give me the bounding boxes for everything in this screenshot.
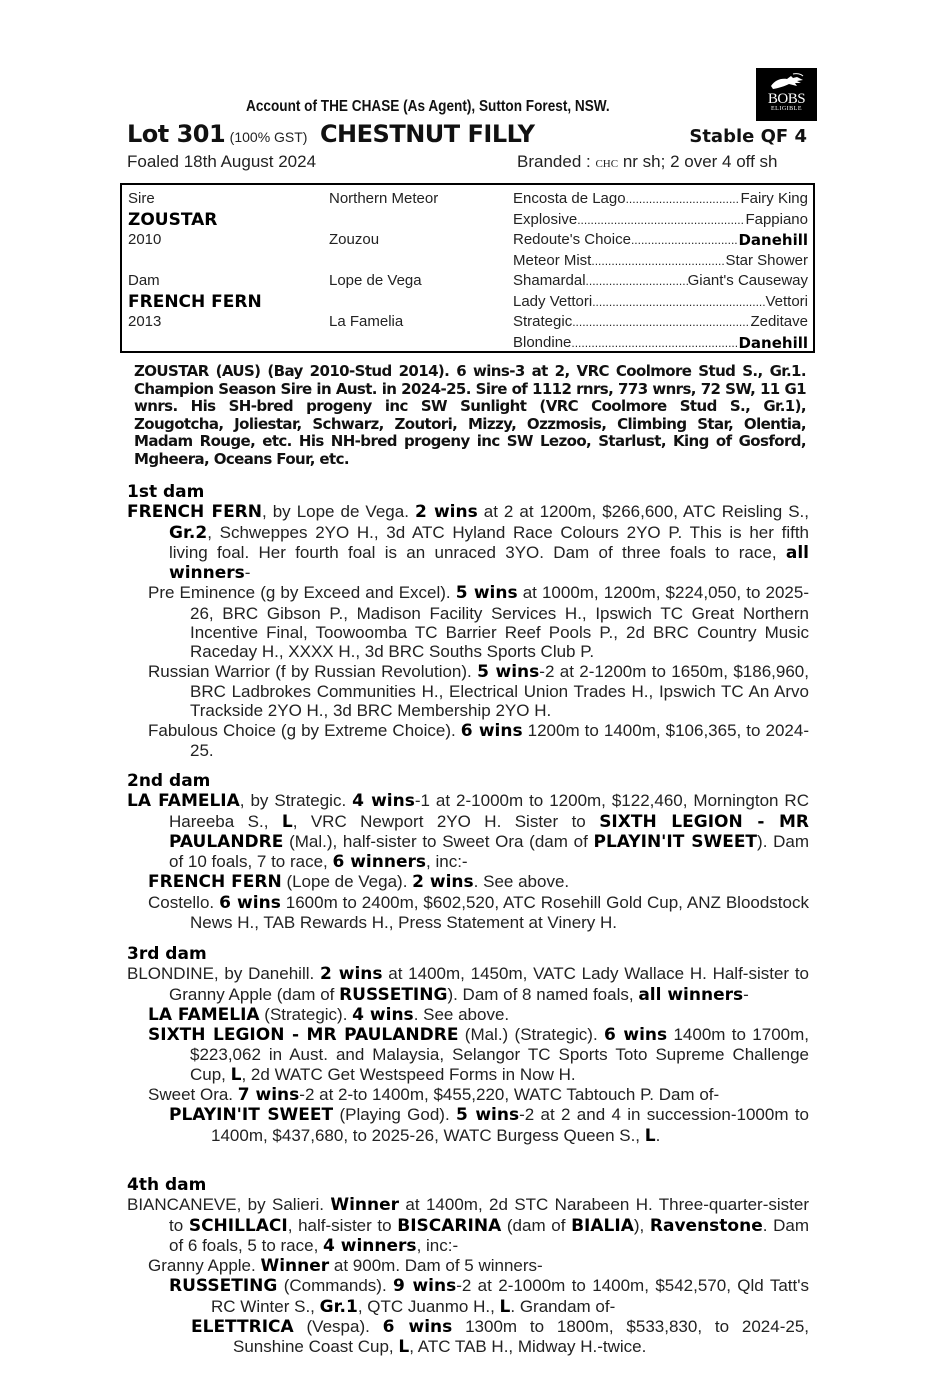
bold-text: all winners xyxy=(638,984,744,1005)
ancestor-row xyxy=(513,312,808,333)
ancestor-row xyxy=(513,333,808,354)
bold-text: 5 wins xyxy=(455,583,518,604)
ancestor-right: Star Shower xyxy=(725,251,808,269)
ancestor-left: Lady Vettori xyxy=(513,292,593,310)
family-entry xyxy=(127,502,809,583)
text: (Commands). xyxy=(277,1276,394,1296)
family-entry xyxy=(127,1025,809,1085)
text: , inc:- xyxy=(426,852,468,872)
text: (dam of xyxy=(501,1215,572,1235)
logo-text: BOBS xyxy=(767,91,806,107)
bold-text: SIXTH LEGION - MR PAULANDRE xyxy=(148,1025,459,1046)
text: 1400m to 1700m, $223,062 in Aust. and Malaysia, Selangor TC Sports Toto Supreme Challenge Cup, xyxy=(190,1025,809,1084)
bold-text: 2 wins xyxy=(319,964,383,985)
bold-text: 4 wins xyxy=(352,1004,414,1025)
text: , ATC TAB H., Midway H.-twice. xyxy=(409,1337,647,1357)
bold-text: Gr.2 xyxy=(169,522,208,543)
ancestor-right: Giant's Causeway xyxy=(687,272,808,289)
text: ), xyxy=(633,1215,650,1235)
foaled-date: Foaled 18th August 2024 xyxy=(127,152,317,171)
text: (Strategic). xyxy=(259,1004,353,1024)
ancestor-left: Meteor Mist xyxy=(513,251,592,269)
dam-heading: 1st dam xyxy=(127,482,205,502)
dam-heading: 3rd dam xyxy=(127,944,207,964)
text: -2 at 2 and 4 in succession-1000m to 1400m, $437,680, to 2025-26, WATC Burgess Queen S., xyxy=(211,1105,809,1145)
family-entry xyxy=(127,583,809,661)
text: Russian Warrior (f by Russian Revolution). xyxy=(148,661,478,681)
branded-text: nr sh; 2 over 4 off sh xyxy=(622,152,778,171)
pedigree-grandparents-column xyxy=(329,189,438,333)
bold-text: FRENCH FERN xyxy=(148,872,282,893)
family-entry xyxy=(127,1105,809,1146)
bold-text: ELETTRICA xyxy=(191,1317,294,1338)
text: . Dam of 6 foals, 5 to race, xyxy=(169,1215,809,1255)
bold-text: 7 wins xyxy=(237,1085,300,1106)
dam-heading: 2nd dam xyxy=(127,771,211,791)
bold-text: PLAYIN'IT SWEET xyxy=(593,831,758,852)
ancestor-left: Strategic xyxy=(513,313,573,330)
text: , Schweppes 2YO H., 3d ATC Hyland Race Colours 2YO P. This is her fifth living foal. Her fourth foal is an unraced 3YO. Dam of three foals to race, xyxy=(169,522,809,562)
text: . See above. xyxy=(413,1004,510,1024)
ancestor-right: Danehill xyxy=(738,231,808,249)
bold-text: LA FAMELIA xyxy=(127,791,240,812)
bold-text: L xyxy=(281,811,293,832)
logo-subtext: ELIGIBLE xyxy=(771,106,802,112)
family-entry xyxy=(127,721,809,761)
text: . Grandam of- xyxy=(510,1296,616,1316)
text: , by Strategic. xyxy=(239,791,353,811)
dam-heading: 4th dam xyxy=(127,1175,207,1195)
sire-summary: ZOUSTAR (AUS) (Bay 2010-Stud 2014). 6 wins-3 at 2, VRC Coolmore Stud S., Gr.1. Champion Season Sire in Aust. in 2024-25. Sire of 1112 rnrs, 773 wnrs, 72 SW, 11 G1 wnrs. His SH-bred progeny inc SW Sunlight (VRC Coolmore Stud S., Gr.1), Zougotcha, Joliestar, Schwarz, Zoutori, Mizzy, Ozzmosis, Climbing Star, Olentia, Madam Rouge, etc. His NH-bred progeny inc SW Lezoo, Starlust, King of Gosford, Mgheera, Oceans Four, etc. xyxy=(134,362,806,468)
bold-text: BISCARINA xyxy=(397,1215,502,1236)
second-dam-section xyxy=(127,772,809,932)
text: Granny Apple. xyxy=(148,1256,261,1276)
text: , by Lope de Vega. xyxy=(262,502,415,522)
lot-header xyxy=(127,120,809,150)
bold-text: SCHILLACI xyxy=(188,1215,288,1236)
branded-label: Branded : xyxy=(517,152,591,171)
bold-text: PLAYIN'IT SWEET xyxy=(169,1105,334,1126)
dam-name: FRENCH FERN xyxy=(128,291,262,312)
bold-text: 4 winners xyxy=(323,1235,417,1256)
leader-dots xyxy=(577,210,745,231)
first-dam-section xyxy=(127,483,809,760)
text: -2 at 2-1000m to 1400m, $542,570, Qld Tatt's RC Winter S., xyxy=(211,1276,809,1316)
ancestor-left: Shamardal xyxy=(513,272,586,289)
bold-text: Gr.1 xyxy=(319,1296,358,1317)
sire-label: Sire xyxy=(128,190,155,207)
family-entry xyxy=(127,1317,809,1358)
ancestor-right: Danehill xyxy=(738,333,808,352)
dam-year: 2013 xyxy=(128,313,162,330)
text: - xyxy=(244,563,251,583)
bold-text: L xyxy=(499,1296,511,1317)
spacer xyxy=(329,210,438,231)
leader-dots xyxy=(586,271,688,292)
bold-text: 6 wins xyxy=(460,720,523,741)
text: Fabulous Choice (g by Extreme Choice). xyxy=(148,720,461,740)
lot-number: Lot 301 xyxy=(127,120,226,148)
text: (Mal.) (Strategic). xyxy=(458,1025,605,1045)
ancestor-left: Explosive xyxy=(513,210,578,228)
text: (Mal.), half-sister to Sweet Ora (dam of xyxy=(283,831,594,851)
stable-location: Stable QF 4 xyxy=(689,126,807,147)
grandsire-maternal: Lope de Vega xyxy=(329,272,422,289)
bold-text: 2 wins xyxy=(414,502,478,523)
leader-dots xyxy=(626,189,741,210)
text: 1200m to 1400m, $106,365, to 2024-25. xyxy=(190,720,810,760)
text: at 2 at 1200m, $266,600, ATC Reisling S., xyxy=(477,502,809,522)
lot-description: CHESTNUT FILLY xyxy=(319,120,535,148)
text: Costello. xyxy=(148,892,220,912)
text: at 1400m, 2d STC Narabeen H. Three-quarter-sister to xyxy=(169,1195,809,1235)
vendor-account: Account of THE CHASE (As Agent), Sutton Forest, NSW. xyxy=(246,98,610,115)
spacer xyxy=(329,292,438,313)
family-entry xyxy=(127,1276,809,1317)
bold-text: 6 wins xyxy=(382,1317,453,1338)
text: . xyxy=(655,1125,661,1145)
granddam-paternal: Zouzou xyxy=(329,231,380,248)
horse-head-icon xyxy=(767,72,807,92)
fourth-dam-section xyxy=(127,1176,809,1358)
ancestor-row xyxy=(513,292,808,313)
bold-text: Ravenstone xyxy=(649,1215,763,1236)
text: (Vespa). xyxy=(293,1317,383,1337)
bold-text: Winner xyxy=(260,1256,330,1277)
text: (Playing God). xyxy=(333,1105,457,1125)
text: BIANCANEVE, by Salieri. xyxy=(127,1195,331,1215)
text: 1300m to 1800m, $533,830, to 2024-25, Sunshine Coast Cup, xyxy=(233,1317,809,1357)
bold-text: 6 wins xyxy=(604,1025,668,1046)
gst-note: (100% GST) xyxy=(229,129,308,145)
leader-dots xyxy=(592,292,765,313)
leader-dots xyxy=(631,230,739,251)
pedigree-parents-column xyxy=(128,189,262,333)
brand-info xyxy=(517,152,778,172)
bold-text: Winner xyxy=(330,1195,400,1216)
text: , half-sister to xyxy=(287,1215,398,1235)
spacer xyxy=(329,251,438,272)
text: -2 at 2-to 1400m, $455,220, WATC Tabtouch P. Dam of- xyxy=(299,1085,720,1105)
bobs-eligible-logo xyxy=(756,68,817,121)
text: , QTC Juanmo H., xyxy=(357,1296,500,1316)
ancestor-left: Blondine xyxy=(513,333,572,351)
granddam-maternal: La Famelia xyxy=(329,313,404,330)
pedigree-great-grandparents-column xyxy=(513,189,808,353)
bold-text: 5 wins xyxy=(456,1105,520,1126)
bold-text: 6 winners xyxy=(332,852,427,873)
bold-text: BIALIA xyxy=(571,1215,634,1236)
text: , VRC Newport 2YO H. Sister to xyxy=(292,811,600,831)
bold-text: L xyxy=(398,1337,410,1358)
family-entry xyxy=(127,1085,809,1105)
family-entry xyxy=(127,791,809,872)
family-entry xyxy=(127,1005,809,1025)
text: , inc:- xyxy=(416,1235,459,1255)
family-entry xyxy=(127,893,809,933)
family-entry xyxy=(127,662,809,721)
sire-year: 2010 xyxy=(128,231,162,248)
text: Pre Eminence (g by Exceed and Excel). xyxy=(148,583,456,603)
ancestor-row xyxy=(513,271,808,292)
family-entry xyxy=(127,964,809,1005)
bold-text: 9 wins xyxy=(393,1276,457,1297)
ancestor-right: Fappiano xyxy=(745,210,808,228)
bold-text: 2 wins xyxy=(412,872,474,893)
text: ). Dam of 10 foals, 7 to race, xyxy=(169,831,810,872)
ancestor-left: Encosta de Lago xyxy=(513,190,626,207)
text: at 1400m, 1450m, VATC Lady Wallace H. Half-sister to Granny Apple (dam of xyxy=(169,964,809,1004)
bold-text: 6 wins xyxy=(219,892,281,913)
sire-name: ZOUSTAR xyxy=(128,209,218,230)
dam-label: Dam xyxy=(128,272,160,289)
text: . See above. xyxy=(473,872,570,892)
text: BLONDINE, by Danehill. xyxy=(127,964,320,984)
ancestor-row xyxy=(513,251,808,272)
ancestor-row xyxy=(513,189,808,210)
bold-text: RUSSETING xyxy=(169,1276,278,1297)
text: , 2d WATC Get Westspeed Forms in Now H. xyxy=(241,1064,576,1084)
leader-dots xyxy=(571,333,738,354)
text: -2 at 2-1200m to 1650m, $186,960, BRC Ladbrokes Communities H., Electrical Union Trades H., Ipswich TC An Arvo Trackside 2YO H., 3d BRC Membership 2YO H. xyxy=(190,661,809,721)
text: -1 at 2-1000m to 1200m, $122,460, Mornington RC Hareeba S., xyxy=(169,791,809,831)
bold-text: 4 wins xyxy=(352,791,415,812)
text: 1600m to 2400m, $602,520, ATC Rosehill Gold Cup, ANZ Bloodstock News H., TAB Rewards H., Press Statement at Vinery H. xyxy=(190,892,809,933)
bold-text: FRENCH FERN xyxy=(127,502,262,523)
ancestor-right: Fairy King xyxy=(740,190,808,207)
grandsire-paternal: Northern Meteor xyxy=(329,190,439,207)
brand-mark: CHC xyxy=(595,158,619,170)
leader-dots xyxy=(572,312,750,333)
ancestor-right: Vettori xyxy=(765,292,808,310)
text: - xyxy=(743,984,749,1004)
text: Sweet Ora. xyxy=(148,1085,238,1105)
bold-text: 5 wins xyxy=(477,661,540,682)
spacer xyxy=(128,251,262,272)
bold-text: SIXTH LEGION - MR PAULANDRE xyxy=(169,811,809,852)
family-entry xyxy=(127,1195,809,1256)
family-entry xyxy=(127,1256,809,1276)
third-dam-section xyxy=(127,945,809,1146)
pedigree-table xyxy=(120,183,815,353)
ancestor-left: Redoute's Choice xyxy=(513,231,631,248)
text: at 1000m, 1200m, $224,050, to 2025-26, BRC Gibson P., Madison Facility Services H., Ipswich TC Great Northern Incentive Final, Toowoomba TC Barrier Reef Pools P., 2d BRC Country Music Raceday H., XXXX H., 3d BRC Souths Sports Club P. xyxy=(190,583,809,662)
bold-text: L xyxy=(230,1064,242,1085)
text: ). Dam of 8 named foals, xyxy=(447,984,639,1004)
text: at 900m. Dam of 5 winners- xyxy=(329,1256,543,1276)
ancestor-right: Zeditave xyxy=(750,313,808,330)
family-entry xyxy=(127,872,809,892)
bold-text: L xyxy=(644,1125,656,1146)
bold-text: LA FAMELIA xyxy=(148,1004,260,1025)
ancestor-row xyxy=(513,230,808,251)
ancestor-row xyxy=(513,210,808,231)
text: (Lope de Vega). xyxy=(281,872,413,892)
bold-text: all winners xyxy=(169,542,809,584)
bold-text: RUSSETING xyxy=(339,984,448,1005)
leader-dots xyxy=(591,251,725,272)
